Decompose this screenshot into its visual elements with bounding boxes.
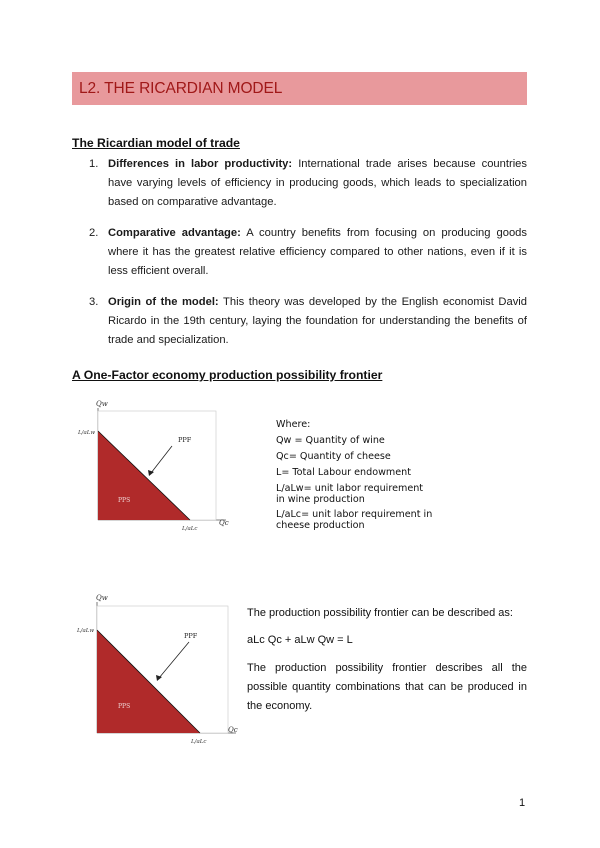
ppf-description-paragraph: The production possibility frontier describes all the possible quantity combinations that can be produced in the economy.: [247, 662, 527, 712]
list-item: 1. Differences in labor productivity: International trade arises because countries have varying levels of efficiency in producing goods, which leads to specialization based on comparative advantage.: [89, 158, 527, 208]
ppf-equation: aLc Qc + aLw Qw = L: [247, 634, 353, 646]
legend-line: L= Total Labour endowment: [276, 467, 412, 478]
pps-label: PPS: [118, 703, 131, 710]
y-intercept-label: L/aLw: [78, 430, 96, 436]
ppf-diagram-1: [76, 398, 236, 538]
y-axis-label: Qw: [96, 400, 108, 408]
legend-item: L/aLc= unit labor requirement in cheese production: [276, 509, 433, 531]
y-intercept-label: L/aLw: [77, 628, 95, 634]
section-heading-ricardian: The Ricardian model of trade: [72, 136, 240, 150]
ppf-label: PPF: [178, 436, 192, 444]
x-intercept-label: L/aLc: [182, 526, 198, 532]
ppf-description-intro: The production possibility frontier can be described as:: [247, 607, 513, 619]
x-intercept-label: L/aLc: [191, 739, 207, 745]
ppf-label: PPF: [184, 632, 198, 640]
legend-line: Qc= Quantity of cheese: [276, 451, 391, 462]
y-axis-label: Qw: [96, 594, 108, 602]
list-item: 3. Origin of the model: This theory was developed by the English economist David Ricardo in the 19th century, laying the foundation for understanding the benefits of trade and specialization.: [89, 296, 527, 346]
page-number: 1: [519, 797, 526, 809]
legend-where: [276, 417, 446, 535]
legend-line: Qw = Quantity of wine: [276, 435, 385, 446]
x-axis-label: Qc: [219, 519, 229, 527]
section-heading-ppf: A One-Factor economy production possibility frontier: [72, 368, 383, 382]
list-item: 2. Comparative advantage: A country benefits from focusing on producing goods where it has the greatest relative efficiency compared to other nations, even if it is less efficient overall.: [89, 227, 527, 277]
legend-heading: Where:: [276, 419, 311, 430]
legend-item: L/aLw= unit labor requirement in wine production: [276, 483, 424, 505]
page-title: L2. THE RICARDIAN MODEL: [79, 80, 283, 97]
ppf-diagram-2: [76, 592, 246, 748]
title-banner: [72, 72, 527, 105]
x-axis-label: Qc: [228, 726, 238, 734]
pps-label: PPS: [118, 497, 131, 504]
numbered-list: [72, 155, 527, 362]
